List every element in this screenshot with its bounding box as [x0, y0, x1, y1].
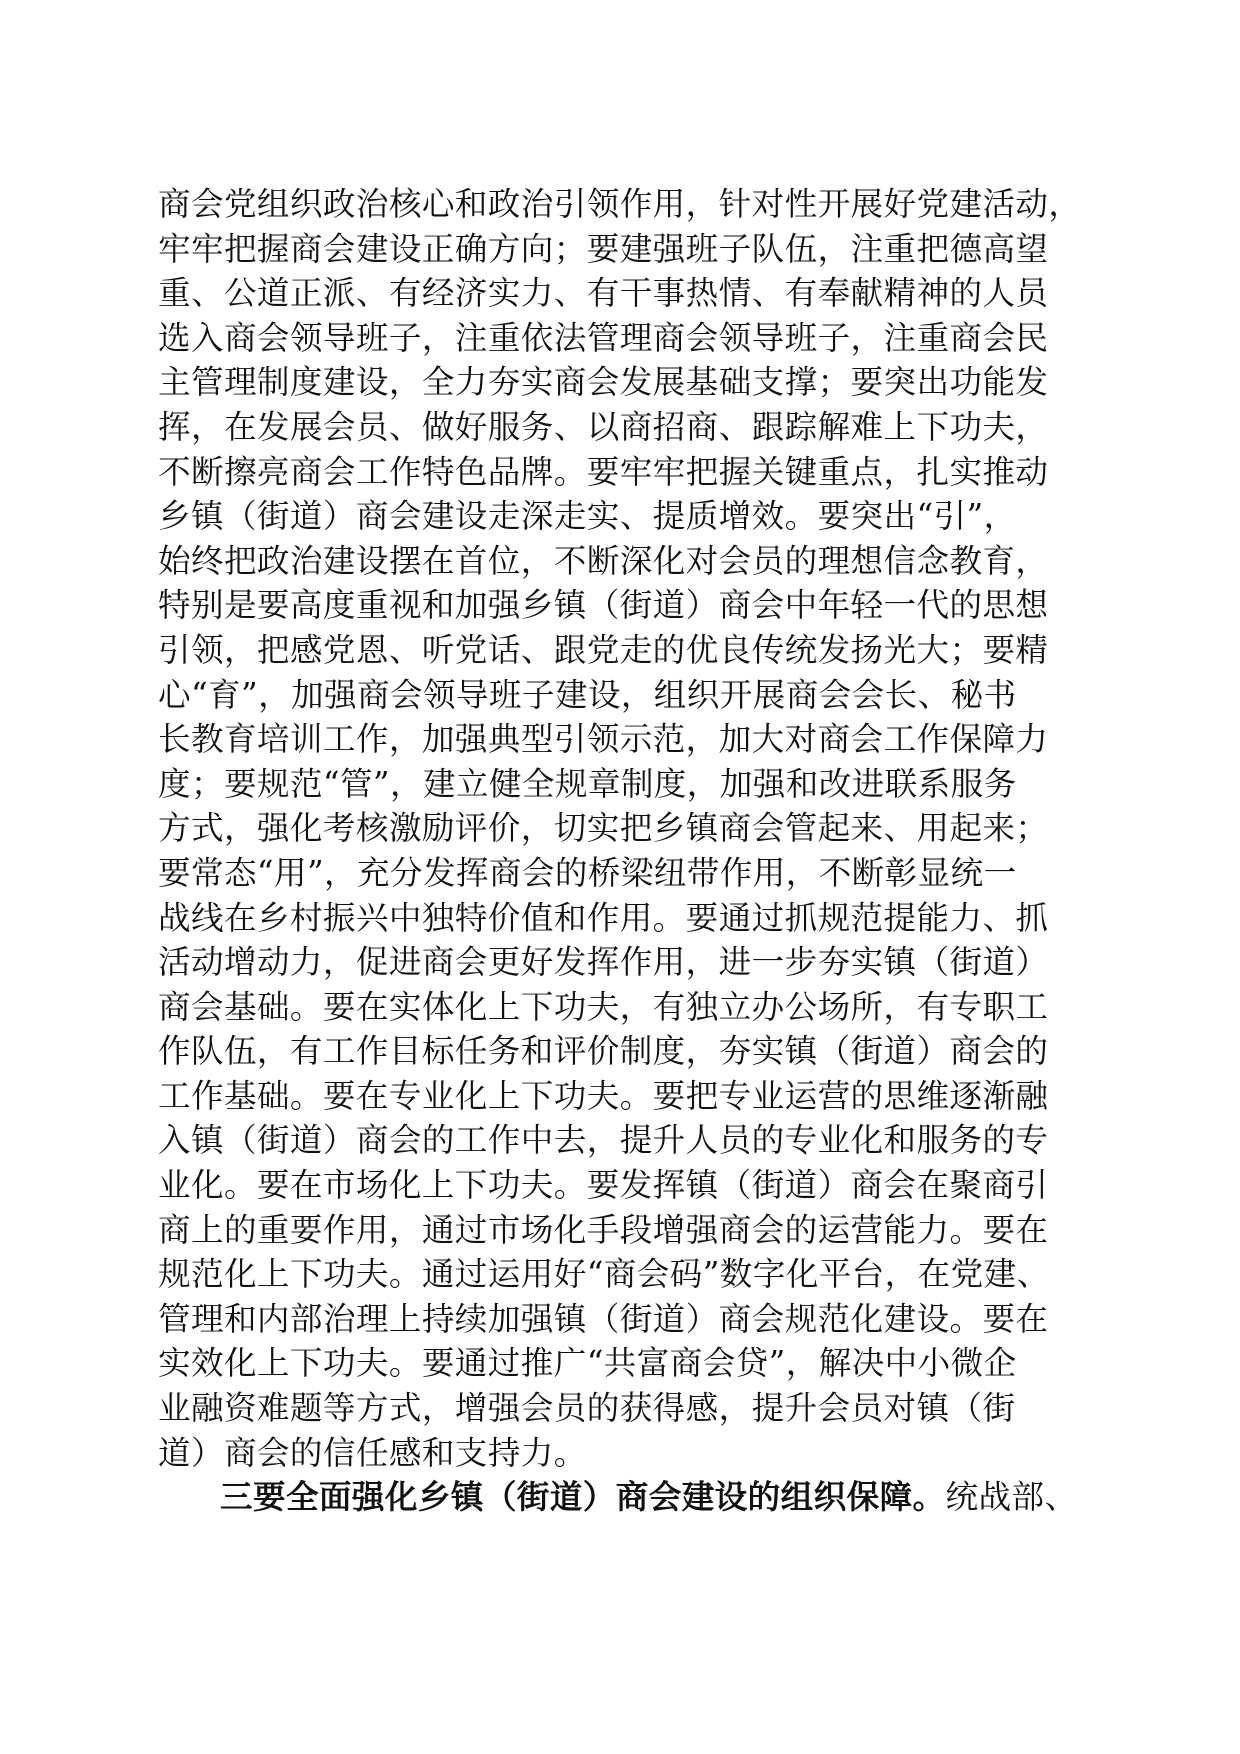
text-line: 实效化上下功夫。要通过推广“共富商会贷”，解决中小微企: [158, 1344, 1017, 1383]
text-line: 方式，强化考核激励评价，切实把乡镇商会管起来、用起来；: [158, 809, 1049, 848]
text-line: 商会党组织政治核心和政治引领作用，针对性开展好党建活动，: [158, 185, 1082, 223]
text-line: 主管理制度建设，全力夯实商会发展基础支撑；要突出功能发: [158, 363, 1049, 402]
text-line: 引领，把感党恩、听党话、跟党走的优良传统发扬光大；要精: [158, 630, 1049, 669]
text-line: 业融资难题等方式，增强会员的获得感，提升会员对镇（街: [158, 1389, 1016, 1428]
text-line: 工作基础。要在专业化上下功夫。要把专业运营的思维逐渐融: [158, 1076, 1049, 1115]
text-line: 重、公道正派、有经济实力、有干事热情、有奉献精神的人员: [158, 274, 1049, 313]
text-line: 商上的重要作用，通过市场化手段增强商会的运营能力。要在: [158, 1210, 1049, 1249]
paragraph-text: 统战部、: [945, 1478, 1078, 1517]
paragraph-heading: 三要全面强化乡镇（街道）商会建设的组织保障。: [220, 1477, 946, 1517]
text-line: 长教育培训工作，加强典型引领示范，加大对商会工作保障力: [158, 720, 1049, 759]
text-line: 道）商会的信任感和支持力。: [158, 1433, 587, 1472]
text-line: 业化。要在市场化上下功夫。要发挥镇（街道）商会在聚商引: [158, 1166, 1049, 1205]
text-line: 管理和内部治理上持续加强镇（街道）商会规范化建设。要在: [158, 1299, 1049, 1338]
text-line: 战线在乡村振兴中独特价值和作用。要通过抓规范提能力、抓: [158, 898, 1049, 937]
paragraph-start-line: [158, 1475, 1098, 1520]
text-line: 度；要规范“管”，建立健全规章制度，加强和改进联系服务: [158, 764, 1017, 803]
text-line: 规范化上下功夫。通过运用好“商会码”数字化平台，在党建、: [158, 1255, 1050, 1294]
text-line: 入镇（街道）商会的工作中去，提升人员的专业化和服务的专: [158, 1121, 1049, 1160]
text-line: 不断擦亮商会工作特色品牌。要牢牢把握关键重点，扎实推动: [158, 452, 1049, 491]
text-line: 特别是要高度重视和加强乡镇（街道）商会中年轻一代的思想: [158, 586, 1049, 625]
text-line: 活动增动力，促进商会更好发挥作用，进一步夯实镇（街道）: [158, 943, 1049, 982]
text-line: 心“育”，加强商会领导班子建设，组织开展商会会长、秘书: [158, 675, 1017, 714]
text-line: 商会基础。要在实体化上下功夫，有独立办公场所，有专职工: [158, 987, 1049, 1026]
text-line: 作队伍，有工作目标任务和评价制度，夯实镇（街道）商会的: [158, 1032, 1049, 1071]
body-text: [158, 182, 1098, 1520]
text-line: 要常态“用”，充分发挥商会的桥梁纽带作用，不断彰显统一: [158, 853, 1017, 892]
text-line: 始终把政治建设摆在首位，不断深化对会员的理想信念教育，: [158, 541, 1049, 580]
text-line: 选入商会领导班子，注重依法管理商会领导班子，注重商会民: [158, 318, 1049, 357]
text-line: 牢牢把握商会建设正确方向；要建强班子队伍，注重把德高望: [158, 229, 1049, 268]
text-line: 挥，在发展会员、做好服务、以商招商、跟踪解难上下功夫，: [158, 407, 1049, 446]
text-line: 乡镇（街道）商会建设走深走实、提质增效。要突出“引”，: [158, 497, 1017, 536]
